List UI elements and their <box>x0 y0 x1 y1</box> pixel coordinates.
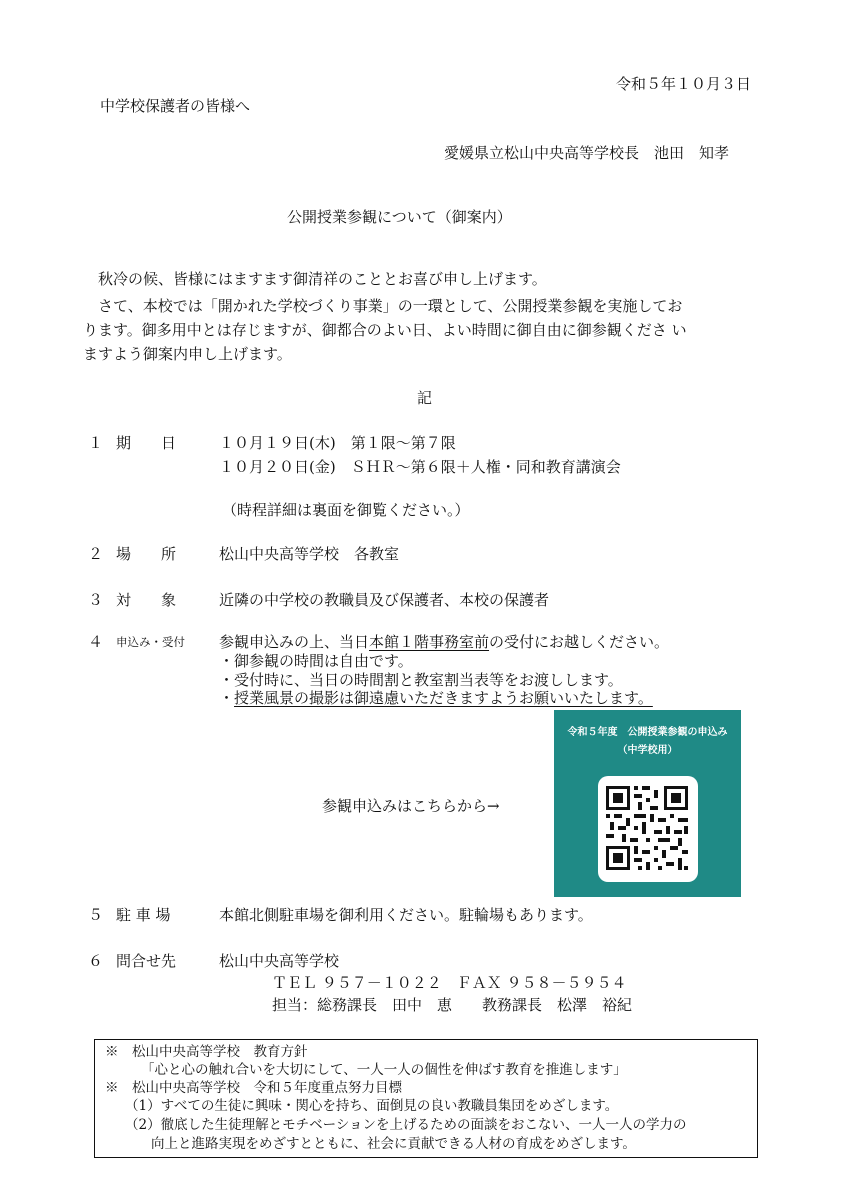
policy-line: ※ 松山中央高等学校 教育方針 <box>105 1044 308 1060</box>
apply-bullet-2: ・受付時に、当日の時間割と教室割当表等をお渡しします。 <box>219 671 623 689</box>
qr-card-subtitle: （中学校用） <box>617 745 678 756</box>
letter-date: 令和５年１０月３日 <box>616 75 752 93</box>
qr-card-title: 令和５年度 公開授業参観の申込み <box>567 727 728 738</box>
photo-notice: 授業風景の撮影は御遠慮いただきますようお願いいたします。 <box>234 689 653 707</box>
apply-text: の受付にお越しください。 <box>489 633 670 651</box>
policy-line: （2）徹底した生徒理解とモチベーションを上げるための面談をおこない、一人一人の学力の <box>125 1117 687 1133</box>
item-label: 対 象 <box>116 591 177 609</box>
qr-code-card[interactable] <box>554 710 741 897</box>
item-number: ５ <box>88 906 104 924</box>
intro-line: ります。御多用中とは存じますが、御都合のよい日、よい時間に御自由に御参観くださ い <box>83 321 687 339</box>
intro-line: 秋冷の候、皆様にはますます御清祥のこととお喜び申し上げます。 <box>98 270 547 288</box>
qr-prompt: 参観申込みはこちらから→ <box>322 797 500 815</box>
sender: 愛媛県立松山中央高等学校長 池田 知孝 <box>444 144 730 162</box>
contact-phone: ＴＥＬ ９５７－１０２２ ＦＡＸ ９５８－５９５４ <box>272 974 627 992</box>
apply-line-1 <box>219 632 669 652</box>
item-label: 期 日 <box>116 434 177 452</box>
item-number: ３ <box>88 591 104 609</box>
policy-box <box>94 1039 758 1158</box>
qr-frame <box>598 776 698 882</box>
item-label: 駐 車 場 <box>116 906 171 924</box>
recipient: 中学校保護者の皆様へ <box>100 97 251 115</box>
policy-line: （1）すべての生徒に興味・関心を持ち、面倒見の良い教職員集団をめざします。 <box>125 1098 619 1114</box>
contact-school: 松山中央高等学校 <box>219 952 340 970</box>
intro-line: ますよう御案内申し上げます。 <box>83 345 292 363</box>
item-label: 申込み・受付 <box>116 635 185 649</box>
apply-bullet-3 <box>219 688 653 708</box>
item-label: 問合せ先 <box>116 952 177 970</box>
intro-line: さて、本校では「開かれた学校づくり事業」の一環として、公開授業参観を実施してお <box>98 297 683 315</box>
page-title: 公開授業参観について（御案内） <box>287 208 512 226</box>
item-number: ２ <box>88 545 104 563</box>
contact-staff: 担当：総務課長 田中 恵 教務課長 松澤 裕紀 <box>272 996 633 1014</box>
policy-line: ※ 松山中央高等学校 令和５年度重点努力目標 <box>105 1080 402 1096</box>
policy-line: 「心と心の触れ合いを大切にして、一人一人の個性を伸ばす教育を推進します」 <box>141 1062 627 1078</box>
date-note: （時程詳細は裏面を御覧ください。） <box>222 501 470 519</box>
parking-value: 本館北側駐車場を御利用ください。駐輪場もあります。 <box>219 906 593 924</box>
item-number: １ <box>88 434 104 452</box>
item-number: ４ <box>88 633 104 651</box>
policy-line: 向上と進路実現をめざすとともに、社会に貢献できる人材の育成をめざします。 <box>151 1136 636 1152</box>
item-number: ６ <box>88 952 104 970</box>
date-line-2: １０月２０日(金) ＳＨＲ～第６限＋人権・同和教育講演会 <box>219 458 621 476</box>
target-value: 近隣の中学校の教職員及び保護者、本校の保護者 <box>219 591 550 609</box>
qr-code-icon[interactable] <box>598 776 698 882</box>
apply-text: 参観申込みの上、当日 <box>219 633 370 651</box>
date-line-1: １０月１９日(木) 第１限～第７限 <box>219 434 456 452</box>
apply-location: 本館１階事務室前 <box>369 633 490 651</box>
bullet-mark: ・ <box>219 689 235 707</box>
item-label: 場 所 <box>116 545 177 563</box>
ki-heading: 記 <box>417 389 433 407</box>
place-value: 松山中央高等学校 各教室 <box>219 545 400 563</box>
apply-bullet-1: ・御参観の時間は自由です。 <box>219 652 413 670</box>
